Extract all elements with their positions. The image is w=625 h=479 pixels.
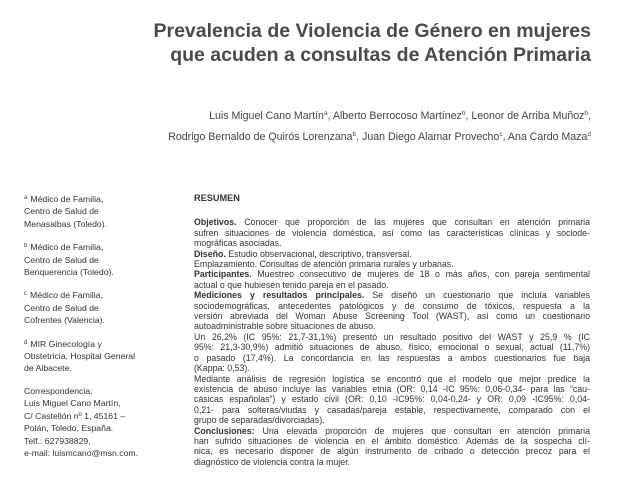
abstract-line [194,405,590,415]
abstract-line [194,228,590,238]
affiliation-mark: b [24,243,28,250]
abstract-text: nica, es necesario disponer de algún instrumento de cribado o detección precoz para el [194,446,590,457]
abstract-line [194,415,590,425]
author-name: Luis Miguel Cano Martín [209,110,324,122]
author-separator: , [356,131,363,143]
abstract-paragraph [194,374,590,426]
author-separator: , [465,110,472,122]
abstract-text: o pasado (17,4%). La concordancia en las respuestas a ambos cuestionarios fue baja [194,352,590,363]
affiliation-text: Médico de Familia, [30,194,104,204]
abstract-line [194,353,590,363]
abstract-text: sufren situaciones de violencia doméstica, así como las características clínicas y sociode- [194,227,590,238]
abstract-text: Una elevada proporción de mujeres que consultan en atención primaria [262,425,590,436]
author-affiliation-mark: b [461,110,466,117]
affiliation-text: Centro de Salud de [24,254,99,265]
author-name: Juan Diego Alamar Provecho [362,131,500,143]
section-label: Participantes. [194,269,252,280]
abstract-text: Conocer qué proporción de las mujeres que consultan en atención primaria [244,217,590,228]
author-list [0,106,591,148]
abstract-paragraph [194,426,590,468]
affiliations [24,192,192,375]
affiliation-line [24,192,192,205]
abstract-text: cásicas españolas”) y estado civil (OR: 0,10 -IC95%: 0,04-0,24- y OR: 0,09 -IC95%: 0,04- [194,394,590,405]
abstract-line [194,446,590,456]
affiliation-line [24,266,192,278]
author-name: Ana Cardo Maza [507,131,588,143]
abstract-text: Mediante análisis de regresión logística se encontró que el modelo que mejor predice la [194,373,590,384]
abstract-line [194,374,590,384]
affiliation-line [24,254,192,266]
affiliation-text: Centro de Salud de [24,302,99,313]
correspondence-line: Polán, Toledo, España. [24,423,114,434]
abstract-line [194,332,590,342]
section-label: Mediciones y resultados principales. [194,290,365,301]
affiliation [24,240,192,278]
abstract-paragraph [194,259,590,269]
correspondence-heading: Correspondencia: [24,385,93,396]
abstract-paragraph [194,332,590,374]
affiliation [24,337,192,375]
affiliation [24,192,192,230]
affiliation-text: Cofrentes (Valencia). [24,315,105,326]
abstract-text: mográficas asociadas. [194,238,282,249]
abstract-line [194,436,590,446]
affiliation-line [24,362,192,374]
abstract-line [194,238,590,248]
affiliation-text: Médico de Familia, [30,242,104,253]
abstract-text: Muestreo consecutivo de mujeres de 18 o más años, con pareja sentimental [257,269,590,280]
affiliation-line [24,218,192,230]
author-separator: , [327,110,333,122]
affiliation-line [24,302,192,314]
author-affiliation-mark: d [587,131,591,138]
affiliation-text: de Albacete. [24,363,72,374]
abstract-sections [194,217,590,467]
affiliation [24,288,192,326]
abstract-line [194,426,590,436]
section-label: Diseño. [194,248,226,259]
affiliation-mark: c [24,291,27,298]
title-line-1: Prevalencia de Violencia de Género en mujeres [153,20,591,42]
affiliation-text: Benquerencia (Toledo). [24,267,114,278]
abstract-text: Estudio observacional, descriptivo, transversal. [228,248,412,259]
author-name: Leonor de Arriba Muñoz [471,110,585,122]
affiliation-line [24,314,192,326]
sidebar [24,192,192,459]
abstract-text: 95%: 21,3-30,9%) admitió situaciones de abuso, físico, emocional o sexual, actual (11,7%) [194,342,590,353]
affiliation-mark: a [24,195,28,201]
abstract-text: 0,21- para solteras/viudas y casadas/pareja estable, respectivamente, comparado con el [194,404,590,415]
abstract-line [194,280,590,290]
affiliation-text: Centro de Salud de [24,206,99,217]
author-separator: , [588,110,591,122]
abstract-text: diagnóstico de violencia contra la mujer. [194,456,350,467]
abstract-line [194,311,590,321]
affiliation-line [24,205,192,217]
article-title [31,19,591,67]
affiliation-line [24,240,192,253]
author-name: Rodrigo Bernaldo de Quirós Lorenzana [168,131,353,143]
abstract-text: versión abreviada del Woman Abuse Screening Tool (WAST), así como un cuestionario [194,311,590,322]
abstract-text: sociodemográficas, antecedentes patológicos y de consumo de tóxicos, respuesta a la [194,300,590,311]
section-label: Conclusiones: [194,425,255,436]
author-affiliation-mark: b [584,110,589,117]
abstract-text: grupo de separadas/divorciadas). [194,415,325,426]
correspondence [24,385,192,459]
correspondence-line: C/ Castellón nº 1, 45161 – [24,410,126,421]
correspondence-line: Telf.: 627938829, [24,435,91,446]
abstract-paragraph [194,290,590,332]
abstract [194,193,590,467]
affiliation-mark: d [24,339,28,346]
authors-line-2 [0,127,591,148]
abstract-text: Emplazamiento. Consultas de atención primaria rurales y urbanas. [194,259,454,270]
correspondence-line: Luis Miguel Cano Martín, [24,398,121,409]
abstract-line [194,384,590,394]
abstract-line [194,259,590,269]
abstract-line [194,217,590,227]
correspondence-lines [24,397,192,459]
section-label: Objetivos. [194,217,237,228]
author-affiliation-mark: c [499,131,503,138]
affiliation-text: MIR Ginecología y [30,338,102,349]
abstract-line [194,249,590,259]
affiliation-text: Médico de Familia, [30,290,103,301]
author-name: Alberto Berrocoso Martínez [332,110,462,122]
affiliation-line [24,337,192,350]
abstract-line [194,457,590,467]
abstract-line [194,363,590,373]
abstract-paragraph [194,269,590,290]
abstract-paragraph [194,249,590,259]
abstract-line [194,301,590,311]
author-affiliation-mark: a [323,110,328,117]
correspondence-line: e-mail: luismcano@msn.com. [24,447,139,458]
abstract-paragraph [194,217,590,248]
abstract-line [194,342,590,352]
abstract-heading: RESUMEN [194,193,240,203]
affiliation-line [24,288,192,301]
abstract-line [194,394,590,404]
author-affiliation-mark: b [352,131,357,138]
affiliation-text: Menasalbas (Toledo). [24,218,108,229]
author-separator: , [502,131,508,143]
abstract-line [194,321,590,331]
abstract-text: Un 26,2% (IC 95%: 21,7-31,1%) presentó un resultado positivo del WAST y 25,9 % (IC [194,331,590,342]
abstract-line [194,290,590,300]
abstract-text: (Kappa: 0,53). [194,363,250,374]
abstract-text: han sufrido situaciones de violencia en el ámbito doméstico. Además de la sospecha clí- [194,435,590,446]
abstract-text: existencia de abuso incluye las variables etnia (OR: 0,14 -IC 95%: 0,06-0,34- para las “cau- [194,383,590,394]
affiliation-text: Obstetricia, Hospital General [24,351,136,362]
title-line-2: que acuden a consultas de Atención Primaria [170,44,591,66]
affiliation-line [24,350,192,362]
abstract-text: actual o que hubiesen tenido pareja en el pasado. [194,279,389,290]
abstract-text: autoadministrable sobre situaciones de abuso. [194,321,376,332]
authors-line-1 [0,106,591,127]
abstract-line [194,269,590,279]
abstract-text: Se diseñó un cuestionario que incluía variables [372,290,590,301]
